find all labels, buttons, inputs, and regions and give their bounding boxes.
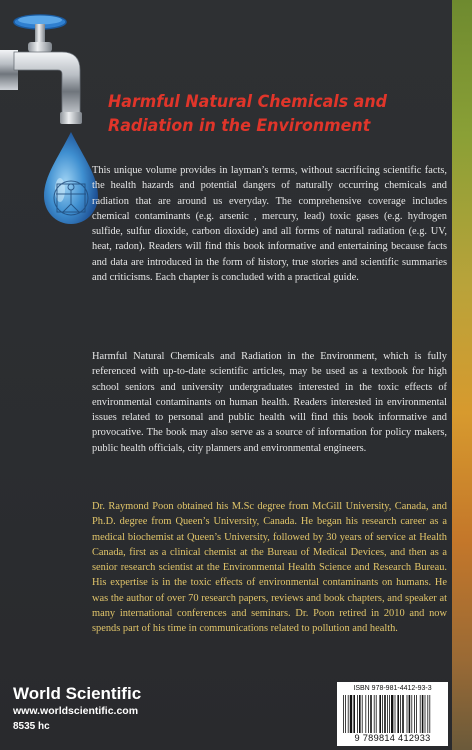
author-bio: Dr. Raymond Poon obtained his M.Sc degree from McGill University, Canada, and Ph.D. degree from Queen’s University, Canada. He began his research career as a medical biochemist at Queen’s University, followed by 30 years of service at Health Canada, first as a clinical chemist at the Bureau of Medical Devices, and then as a senior research scientist at the Environmental Health Science and Research Bureau. His expertise is in the toxic effects of environmental contaminants on humans. He was the author of over 70 research papers, reviews and book chapters, and speaker at many international conferences and seminars. Dr. Poon retired in 2010 and now spends part of his time in communications related to pollution and health. xyxy=(92,501,447,635)
book-title xyxy=(108,90,396,138)
description-paragraph-2: Harmful Natural Chemicals and Radiation in the Environment, which is fully referenced with up-to-date scientific articles, may be used as a textbook for high school seniors and university undergraduates interested in the toxic effects of environmental contaminants on human health. Readers interested in environmental issues related to personal and public health will find this book informative and provocative. The book may also serve as a source of information for policy makers, public health officials, city planners and environmental engineers. xyxy=(92,351,447,454)
barcode-digits: 9 789814 412933 xyxy=(354,733,431,743)
description-paragraph-1: This unique volume provides in layman’s terms, without sacrificing scientific facts, the health hazards and potential dangers of naturally occurring chemicals and radiation that are around us everyday. The comprehensive coverage includes chemical contaminants (e.g. arsenic , mercury, lead) toxic gases (e.g. hydrogen sulfide, sulfur dioxide, carbon dioxide) and all forms of natural radiation (e.g. UV, heat, radon). Readers will find this book informative and entertaining because facts and data are introduced in the form of history, true stories and scientific summaries and criticisms. Each chapter is concluded with a practical guide. xyxy=(92,165,447,284)
book-title-line-2: Radiation in the Environment xyxy=(108,116,371,135)
publisher-url: www.worldscientific.com xyxy=(13,705,139,717)
barcode-icon xyxy=(343,695,442,733)
faucet-icon xyxy=(0,0,100,260)
water-drop-icon xyxy=(44,132,98,224)
publisher-name: World Scientific xyxy=(13,684,142,703)
cover-edge-strip xyxy=(452,0,472,750)
book-title-line-1: Harmful Natural Chemicals and xyxy=(108,92,387,111)
publisher-block xyxy=(13,684,141,735)
isbn-label: ISBN 978-981-4412-93-3 xyxy=(353,685,432,692)
product-code: 8535 hc xyxy=(13,721,50,732)
barcode-panel xyxy=(337,682,448,746)
